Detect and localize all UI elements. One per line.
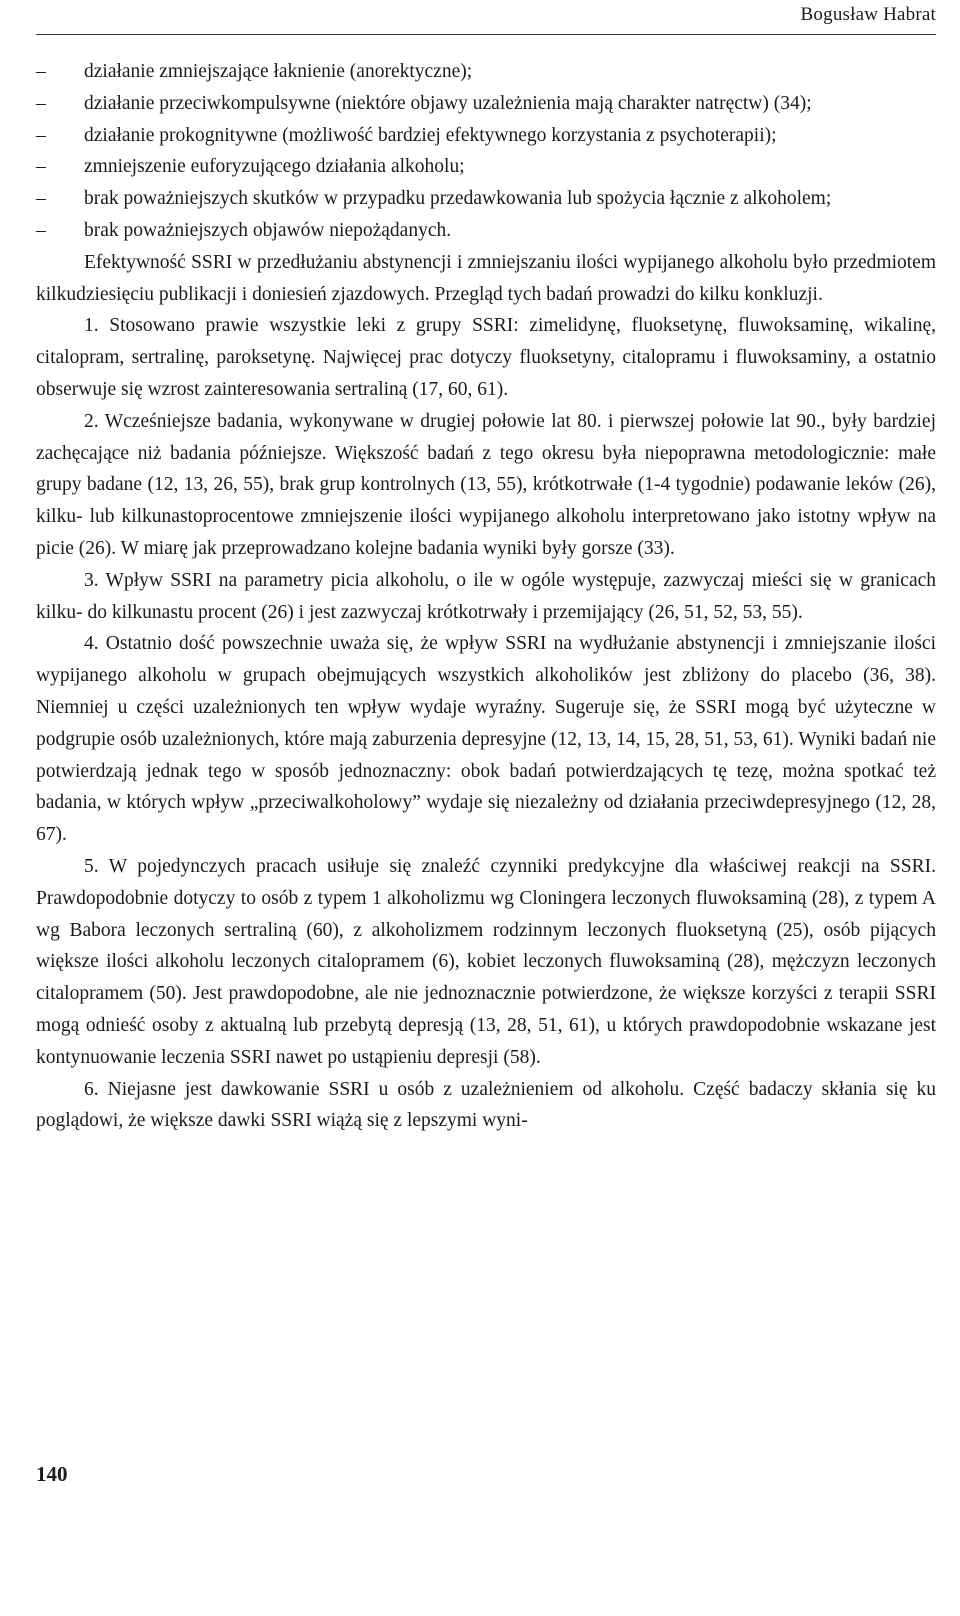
- dash-marker: –: [36, 92, 46, 114]
- dash-marker: –: [36, 156, 46, 178]
- dash-marker: –: [36, 188, 46, 210]
- bullet-text: działanie prokognitywne (możliwość bardziej efektywnego korzystania z psychoterapii);: [84, 124, 777, 146]
- page-number: 140: [36, 1462, 68, 1486]
- bullet-text: brak poważniejszych objawów niepożądanych.: [84, 219, 452, 241]
- bullet-text: brak poważniejszych skutków w przypadku przedawkowania lub spożycia łącznie z alkoholem;: [84, 188, 832, 210]
- paragraph-point-6: 6. Niejasne jest dawkowanie SSRI u osób z uzależnieniem od alkoholu. Część badaczy skłania się ku poglądowi, że większe dawki SSRI wiążą się z lepszymi wyni-: [36, 1078, 936, 1132]
- paragraph-point-5: 5. W pojedynczych pracach usiłuje się znaleźć czynniki predykcyjne dla właściwej reakcji na SSRI. Prawdopodobnie dotyczy to osób z typem 1 alkoholizmu wg Cloningera leczonych fluwoksaminą (28), z typem A wg Babora leczonych sertraliną (60), z alkoholizmem rodzinnym leczonych fluoksetyną (25), osób pijących większe ilości alkoholu leczonych citalopramem (6), kobiet leczonych fluwoksaminą (28), mężczyzn leczonych citalopramem (50). Jest prawdopodobne, ale nie jednoznacznie potwierdzone, że większe korzyści z terapii SSRI mogą odnieść osoby z aktualną lub przebytą depresją (13, 28, 51, 61), u których prawdopodobnie wskazane jest kontynuowanie leczenia SSRI nawet po ustąpieniu depresji (58).: [36, 855, 936, 1068]
- paragraph-point-1: 1. Stosowano prawie wszystkie leki z grupy SSRI: zimelidynę, fluoksetynę, fluwoksaminę, wikalinę, citalopram, sertralinę, paroksetynę. Najwięcej prac dotyczy fluoksetyny, citalopramu i fluwoksaminy, a ostatnio obserwuje się wzrost zainteresowania sertraliną (17, 60, 61).: [36, 315, 936, 400]
- dash-marker: –: [36, 219, 46, 241]
- bullet-item: [36, 183, 936, 215]
- bullet-item: [36, 151, 936, 183]
- bullet-text: działanie przeciwkompulsywne (niektóre objawy uzależnienia mają charakter natręctw) (34);: [84, 92, 812, 114]
- bullet-item: [36, 120, 936, 152]
- running-header-author: Bogusław Habrat: [800, 4, 936, 25]
- dash-marker: –: [36, 124, 46, 146]
- bullet-text: działanie zmniejszające łaknienie (anorektyczne);: [84, 61, 473, 82]
- paragraph-point-4: 4. Ostatnio dość powszechnie uważa się, że wpływ SSRI na wydłużanie abstynencji i zmniejszanie ilości wypijanego alkoholu w grupach obejmujących wszystkich alkoholików jest zbliżony do placebo (36, 38). Niemniej u części uzależnionych ten wpływ wydaje wyraźny. Sugeruje się, że SSRI mogą być użyteczne w podgrupie osób uzależnionych, które mają zaburzenia depresyjne (12, 13, 14, 15, 28, 51, 53, 61). Wyniki badań nie potwierdzają jednak tego w sposób jednoznaczny: obok badań potwierdzających tę tezę, można spotkać też badania, w których wpływ „przeciwalkoholowy” wydaje się niezależny od działania przeciwdepresyjnego (12, 28, 67).: [36, 633, 936, 846]
- bullet-list: [36, 56, 936, 247]
- header-rule: [36, 34, 936, 35]
- dash-marker: –: [36, 61, 46, 82]
- bullet-item: [36, 88, 936, 120]
- page-body: [36, 56, 936, 1137]
- bullet-item: [36, 56, 936, 88]
- bullet-item: [36, 215, 936, 247]
- paragraph-intro: Efektywność SSRI w przedłużaniu abstynencji i zmniejszaniu ilości wypijanego alkoholu było przedmiotem kilkudziesięciu publikacji i doniesień zjazdowych. Przegląd tych badań prowadzi do kilku konkluzji.: [36, 251, 936, 305]
- paragraph-point-3: 3. Wpływ SSRI na parametry picia alkoholu, o ile w ogóle występuje, zazwyczaj mieści się w granicach kilku- do kilkunastu procent (26) i jest zazwyczaj krótkotrwały i przemijający (26, 51, 52, 53, 55).: [36, 569, 936, 623]
- bullet-text: zmniejszenie euforyzującego działania alkoholu;: [84, 156, 465, 178]
- paragraph-point-2: 2. Wcześniejsze badania, wykonywane w drugiej połowie lat 80. i pierwszej połowie lat 90., były bardziej zachęcające niż badania późniejsze. Większość badań z tego okresu była niepoprawna metodologicznie: małe grupy badane (12, 13, 26, 55), brak grup kontrolnych (13, 55), krótkotrwałe (1-4 tygodnie) podawanie leków (26), kilku- lub kilkunastoprocentowe zmniejszenie ilości wypijanego alkoholu interpretowano jako istotny wpływ na picie (26). W miarę jak przeprowadzano kolejne badania wyniki były gorsze (33).: [36, 410, 936, 559]
